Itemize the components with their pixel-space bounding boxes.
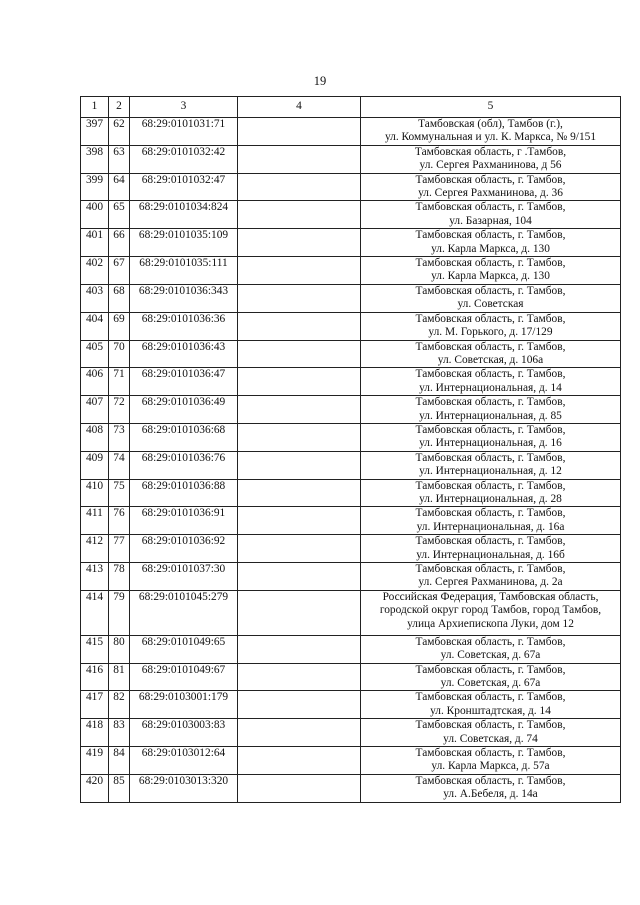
address-line: ул. Советская, д. 106а [437,353,544,366]
cadastral-number-cell: 68:29:0101049:67 [130,663,238,691]
row-number-cell: 405 [81,340,109,368]
address-cell [361,145,621,173]
cadastral-number-cell: 68:29:0103003:83 [130,719,238,747]
table-row [81,368,621,396]
note-cell [238,563,361,591]
cadastral-number-cell: 68:29:0101045:279 [130,590,238,635]
address-cell [361,451,621,479]
row-subnumber-cell: 67 [109,257,130,285]
note-cell [238,118,361,146]
address-cell [361,201,621,229]
row-subnumber-cell: 62 [109,118,130,146]
address-cell [361,340,621,368]
address-line: Тамбовская область, г. Тамбов, [415,423,566,436]
table-row [81,118,621,146]
address-cell [361,719,621,747]
note-cell [238,423,361,451]
row-subnumber-cell: 81 [109,663,130,691]
address-line: Тамбовская область, г. Тамбов, [415,396,566,409]
note-cell [238,312,361,340]
cadastral-number-cell: 68:29:0101037:30 [130,563,238,591]
row-subnumber-cell: 83 [109,719,130,747]
address-line: ул. Советская, д. 74 [443,732,538,745]
address-cell [361,774,621,802]
row-subnumber-cell: 78 [109,563,130,591]
address-line: Тамбовская область, г. Тамбов, [415,340,566,353]
row-subnumber-cell: 71 [109,368,130,396]
row-subnumber-cell: 80 [109,635,130,663]
address-cell [361,635,621,663]
cadastral-number-cell: 68:29:0101036:91 [130,507,238,535]
table-row [81,663,621,691]
row-subnumber-cell: 77 [109,535,130,563]
address-line: Тамбовская область, г. Тамбов, [415,451,566,464]
address-cell [361,118,621,146]
address-cell [361,535,621,563]
address-line: Тамбовская область, г. Тамбов, [415,563,566,575]
address-cell [361,284,621,312]
table-row [81,747,621,775]
cadastral-number-cell: 68:29:0101035:109 [130,229,238,257]
cadastral-number-cell: 68:29:0101036:92 [130,535,238,563]
address-line: ул. А.Бебеля, д. 14а [443,788,538,801]
address-line: ул. Сергея Рахманинова, д 56 [419,159,562,172]
row-subnumber-cell: 79 [109,590,130,635]
note-cell [238,479,361,507]
row-subnumber-cell: 66 [109,229,130,257]
row-number-cell: 409 [81,451,109,479]
address-line: городской округ город Тамбов, город Тамбов, [379,604,602,617]
row-number-cell: 408 [81,423,109,451]
note-cell [238,451,361,479]
address-line: ул. Коммунальная и ул. К. Маркса, № 9/151 [384,131,597,144]
row-number-cell: 415 [81,635,109,663]
note-cell [238,229,361,257]
address-line: ул. Карла Маркса, д. 130 [431,242,550,255]
address-line: ул. Интернациональная, д. 85 [419,409,562,422]
cadastral-number-cell: 68:29:0101036:68 [130,423,238,451]
row-subnumber-cell: 76 [109,507,130,535]
address-cell [361,590,621,635]
header-col-2: 2 [109,97,130,118]
address-cell [361,663,621,691]
address-line: ул. Интернациональная, д. 14 [419,381,562,394]
address-line: Тамбовская область, г. Тамбов, [415,719,566,732]
cadastral-number-cell: 68:29:0101031:71 [130,118,238,146]
address-cell [361,691,621,719]
cadastral-number-cell: 68:29:0101034:824 [130,201,238,229]
address-line: ул. Советская [457,298,524,311]
cadastral-number-cell: 68:29:0101035:111 [130,257,238,285]
table-row [81,535,621,563]
row-subnumber-cell: 85 [109,774,130,802]
address-line: ул. Сергея Рахманинова, д. 36 [418,187,563,200]
cadastral-number-cell: 68:29:0101036:47 [130,368,238,396]
row-number-cell: 400 [81,201,109,229]
address-line: Тамбовская область, г. Тамбов, [415,535,566,548]
header-col-5: 5 [361,97,621,118]
address-line: улица Архиепископа Луки, дом 12 [407,617,574,630]
note-cell [238,747,361,775]
table-row [81,479,621,507]
address-line: Тамбовская область, г. Тамбов, [415,173,566,186]
row-subnumber-cell: 75 [109,479,130,507]
table-row [81,257,621,285]
row-subnumber-cell: 69 [109,312,130,340]
address-cell [361,747,621,775]
row-number-cell: 398 [81,145,109,173]
note-cell [238,368,361,396]
row-number-cell: 401 [81,229,109,257]
cadastral-number-cell: 68:29:0103013:320 [130,774,238,802]
address-cell [361,423,621,451]
row-number-cell: 414 [81,590,109,635]
cadastral-number-cell: 68:29:0101036:36 [130,312,238,340]
address-line: ул. Советская, д. 67а [440,677,541,690]
address-cell [361,173,621,201]
property-register-table [80,96,621,803]
row-number-cell: 406 [81,368,109,396]
address-cell [361,396,621,424]
table-row [81,635,621,663]
address-cell [361,368,621,396]
note-cell [238,284,361,312]
address-line: ул. Интернациональная, д. 16б [416,548,565,561]
address-line: ул. Сергея Рахманинова, д. 2а [418,576,563,589]
table-row [81,563,621,591]
cadastral-number-cell: 68:29:0101036:43 [130,340,238,368]
header-col-1: 1 [81,97,109,118]
address-line: ул. Интернациональная, д. 12 [419,465,562,478]
note-cell [238,507,361,535]
row-number-cell: 402 [81,257,109,285]
address-line: Тамбовская область, г. Тамбов, [415,229,566,242]
row-number-cell: 418 [81,719,109,747]
row-subnumber-cell: 82 [109,691,130,719]
cadastral-number-cell: 68:29:0101036:76 [130,451,238,479]
row-number-cell: 407 [81,396,109,424]
note-cell [238,145,361,173]
note-cell [238,396,361,424]
table-row [81,229,621,257]
cadastral-number-cell: 68:29:0101032:42 [130,145,238,173]
address-cell [361,312,621,340]
address-line: ул. Кронштадтская, д. 14 [430,704,551,717]
table-body [81,118,621,803]
address-cell [361,479,621,507]
note-cell [238,635,361,663]
table-row [81,396,621,424]
row-subnumber-cell: 64 [109,173,130,201]
address-line: ул. М. Горького, д. 17/129 [428,326,553,339]
row-subnumber-cell: 84 [109,747,130,775]
cadastral-number-cell: 68:29:0101036:343 [130,284,238,312]
cadastral-number-cell: 68:29:0101049:65 [130,635,238,663]
row-number-cell: 416 [81,663,109,691]
address-line: Тамбовская область, г. Тамбов, [415,663,566,676]
table-row [81,590,621,635]
row-number-cell: 419 [81,747,109,775]
row-number-cell: 417 [81,691,109,719]
row-subnumber-cell: 70 [109,340,130,368]
page-number: 19 [313,74,327,88]
address-cell [361,257,621,285]
row-subnumber-cell: 68 [109,284,130,312]
cadastral-number-cell: 68:29:0103001:179 [130,691,238,719]
address-line: ул. Интернациональная, д. 16а [416,520,565,533]
row-number-cell: 411 [81,507,109,535]
row-number-cell: 412 [81,535,109,563]
note-cell [238,691,361,719]
address-line: ул. Советская, д. 67а [440,649,541,662]
row-number-cell: 420 [81,774,109,802]
row-subnumber-cell: 73 [109,423,130,451]
address-line: Тамбовская область, г. Тамбов, [415,201,566,214]
note-cell [238,535,361,563]
note-cell [238,774,361,802]
table-row [81,145,621,173]
address-line: Тамбовская область, г. Тамбов, [415,368,566,381]
table-row [81,312,621,340]
table-header [81,97,621,118]
table-row [81,451,621,479]
address-cell [361,229,621,257]
table-row [81,774,621,802]
note-cell [238,173,361,201]
cadastral-number-cell: 68:29:0101036:88 [130,479,238,507]
table-row [81,284,621,312]
address-line: Тамбовская (обл), Тамбов (г.), [418,118,563,130]
cadastral-number-cell: 68:29:0103012:64 [130,747,238,775]
note-cell [238,201,361,229]
row-subnumber-cell: 63 [109,145,130,173]
row-number-cell: 399 [81,173,109,201]
address-cell [361,507,621,535]
row-number-cell: 404 [81,312,109,340]
address-line: Тамбовская область, г. Тамбов, [415,635,566,648]
address-line: Тамбовская область, г. Тамбов, [415,479,566,492]
address-line: ул. Интернациональная, д. 16 [419,437,562,450]
header-col-3: 3 [130,97,238,118]
note-cell [238,590,361,635]
address-line: Тамбовская область, г. Тамбов, [415,284,566,297]
address-line: ул. Базарная, 104 [449,214,532,227]
table-row [81,173,621,201]
address-line: Тамбовская область, г. Тамбов, [415,507,566,520]
row-number-cell: 397 [81,118,109,146]
address-line: Российская Федерация, Тамбовская область, [382,590,599,603]
address-cell [361,563,621,591]
cadastral-number-cell: 68:29:0101036:49 [130,396,238,424]
address-line: Тамбовская область, г. Тамбов, [415,691,566,704]
note-cell [238,663,361,691]
table-row [81,340,621,368]
table-row [81,691,621,719]
address-line: Тамбовская область, г. Тамбов, [415,257,566,270]
row-number-cell: 410 [81,479,109,507]
address-line: ул. Интернациональная, д. 28 [419,492,562,505]
cadastral-number-cell: 68:29:0101032:47 [130,173,238,201]
table-row [81,507,621,535]
address-line: Тамбовская область, г .Тамбов, [414,145,567,158]
note-cell [238,257,361,285]
header-col-4: 4 [238,97,361,118]
table-row [81,201,621,229]
row-subnumber-cell: 72 [109,396,130,424]
table-row [81,719,621,747]
row-subnumber-cell: 74 [109,451,130,479]
row-number-cell: 403 [81,284,109,312]
row-number-cell: 413 [81,563,109,591]
address-line: ул. Карла Маркса, д. 57а [431,760,550,773]
address-line: Тамбовская область, г. Тамбов, [415,774,566,787]
address-line: Тамбовская область, г. Тамбов, [415,747,566,760]
table-row [81,423,621,451]
address-line: ул. Карла Маркса, д. 130 [431,270,550,283]
row-subnumber-cell: 65 [109,201,130,229]
address-line: Тамбовская область, г. Тамбов, [415,312,566,325]
note-cell [238,719,361,747]
note-cell [238,340,361,368]
